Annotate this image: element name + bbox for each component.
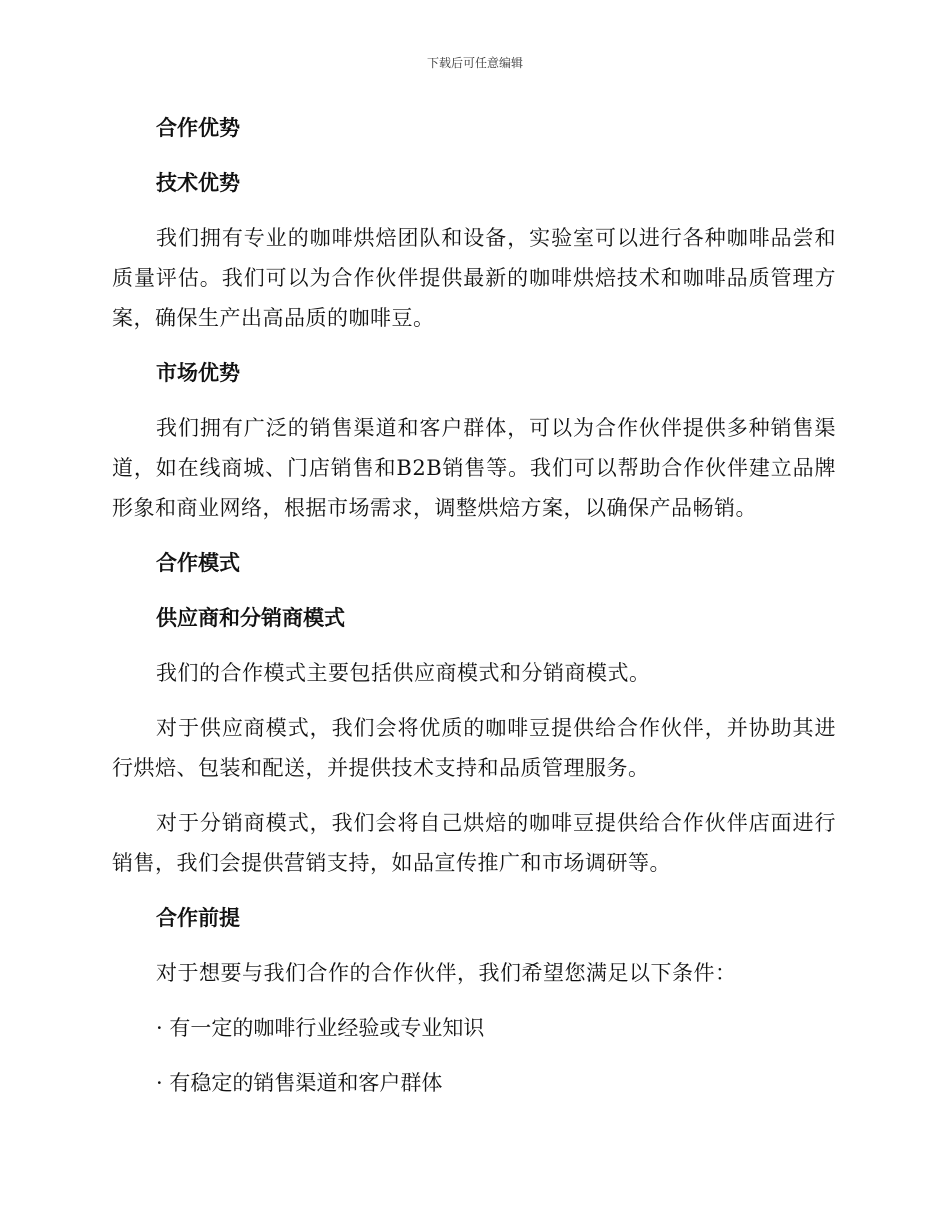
paragraph-mode-intro: 我们的合作模式主要包括供应商模式和分销商模式。	[156, 661, 651, 685]
paragraph-tech-advantage: 我们拥有专业的咖啡烘焙团队和设备，实验室可以进行各种咖啡品尝和质量评估。我们可以为合作伙伴提供最新的咖啡烘焙技术和咖啡品质管理方案，确保生产出高品质的咖啡豆。	[112, 226, 836, 330]
heading-market-advantage: 市场优势	[156, 361, 240, 385]
heading-tech-advantage: 技术优势	[156, 171, 240, 195]
paragraph-distributor-mode: 对于分销商模式，我们会将自己烘焙的咖啡豆提供给合作伙伴店面进行销售，我们会提供营销支持，如品宣传推广和市场调研等。	[112, 811, 836, 875]
paragraph-supplier-mode: 对于供应商模式，我们会将优质的咖啡豆提供给合作伙伴，并协助其进行烘焙、包装和配送，并提供技术支持和品质管理服务。	[112, 716, 836, 780]
bullet-item-channels: · 有稳定的销售渠道和客户群体	[156, 1071, 443, 1095]
heading-cooperation-advantage: 合作优势	[156, 116, 240, 140]
heading-prerequisite: 合作前提	[156, 906, 240, 930]
document-body	[112, 108, 836, 1118]
paragraph-market-advantage: 我们拥有广泛的销售渠道和客户群体，可以为合作伙伴提供多种销售渠道，如在线商城、门店销售和B2B销售等。我们可以帮助合作伙伴建立品牌形象和商业网络，根据市场需求，调整烘焙方案，以确保产品畅销。	[112, 416, 836, 520]
page-header-note: 下载后可任意编辑	[426, 56, 523, 70]
heading-supplier-distributor-mode: 供应商和分销商模式	[156, 606, 345, 630]
paragraph-prerequisite: 对于想要与我们合作的合作伙伴，我们希望您满足以下条件：	[156, 961, 737, 985]
heading-cooperation-mode: 合作模式	[156, 551, 240, 575]
bullet-item-experience: · 有一定的咖啡行业经验或专业知识	[156, 1016, 485, 1040]
